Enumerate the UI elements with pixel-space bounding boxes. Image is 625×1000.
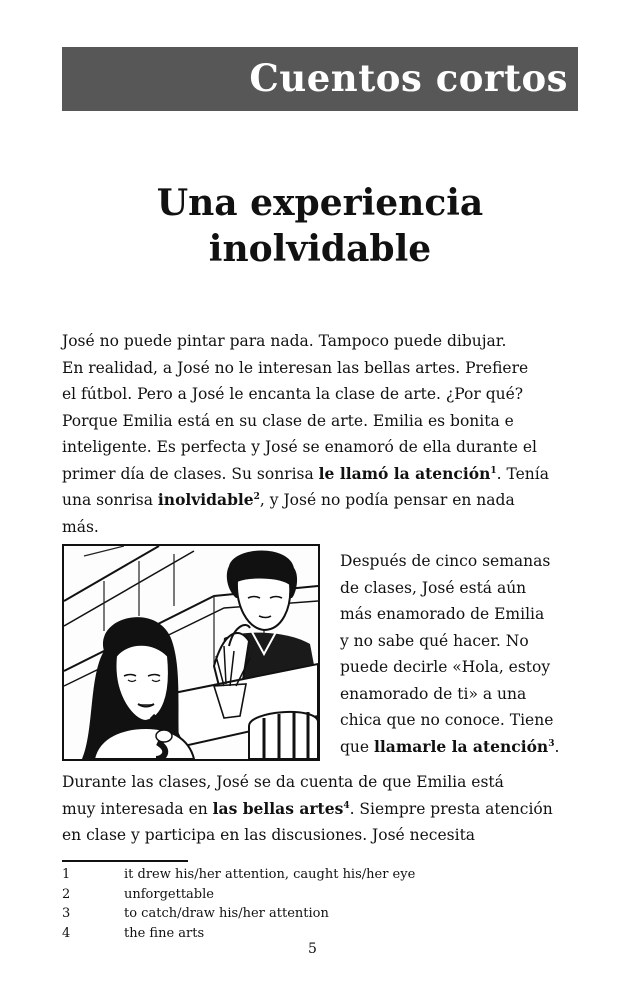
paragraph-line (62, 796, 582, 823)
paragraph-line: más enamorado de Emilia (340, 605, 545, 623)
paragraph-line: de clases, José está aún (340, 578, 527, 597)
footnote-number: 2 (62, 886, 71, 902)
text-run: muy interesada en (62, 799, 213, 818)
footnote-text: the fine arts (124, 925, 205, 941)
footnote-item (62, 865, 562, 885)
text-run: primer día de clases. Su sonrisa (62, 464, 319, 483)
paragraph-line: puede decirle «Hola, estoy (340, 658, 551, 676)
illustration-drawing (64, 546, 318, 759)
vocab-term-1: le llamó la atención (318, 463, 491, 483)
paragraph-line: el fútbol. Pero a José le encanta la clase de arte. ¿Por qué? (62, 385, 524, 403)
footnote-text: unforgettable (124, 886, 214, 902)
chapter-title: Cuentos cortos (249, 56, 568, 100)
footnote-ref-1: 1 (490, 465, 497, 476)
footnote-ref-3: 3 (548, 738, 555, 749)
paragraph-line: y no sabe qué hacer. No (340, 631, 529, 650)
story-title-line-1: Una experiencia (156, 182, 484, 224)
page-number: 5 (308, 941, 317, 957)
footnote-item (62, 904, 562, 924)
paragraph-3 (62, 769, 582, 849)
footnote-divider (62, 860, 188, 862)
paragraph-line: José no puede pintar para nada. Tampoco puede dibujar. (62, 332, 507, 350)
footnote-text: it drew his/her attention, caught his/her eye (124, 867, 416, 882)
footnote-item (62, 885, 562, 905)
paragraph-line: En realidad, a José no le interesan las bellas artes. Prefiere (62, 358, 529, 377)
paragraph-line (340, 734, 590, 761)
story-title-line-2: inolvidable (208, 228, 432, 270)
footnote-number: 4 (62, 925, 71, 941)
paragraph-line: en clase y participa en las discusiones. José necesita (62, 826, 476, 844)
footnote-number: 3 (62, 906, 71, 921)
text-run: una sonrisa (62, 491, 158, 509)
paragraph-line (62, 461, 582, 488)
paragraph-line: chica que no conoce. Tiene (340, 711, 554, 729)
vocab-term-2: inolvidable (157, 490, 254, 509)
footnote-ref-4: 4 (343, 800, 350, 811)
vocab-term-4: las bellas artes (212, 798, 344, 818)
text-run: . (554, 737, 560, 756)
paragraph-line: Durante las clases, José se da cuenta de que Emilia está (62, 773, 504, 791)
paragraph-line: Después de cinco semanas (340, 552, 551, 570)
text-run: . Tenía (496, 464, 549, 483)
footnote-number: 1 (62, 867, 71, 882)
paragraph-line: más. (62, 517, 99, 536)
footnotes-list (62, 865, 562, 943)
footnote-ref-2: 2 (253, 491, 260, 502)
paragraph-1 (62, 328, 582, 540)
vocab-term-3: llamarle la atención (374, 736, 549, 756)
paragraph-line (62, 487, 582, 514)
paragraph-2 (340, 548, 590, 760)
illustration-jose-emilia (62, 544, 320, 761)
paragraph-line: inteligente. Es perfecta y José se enamoró de ella durante el (62, 438, 537, 456)
chapter-header-bar (62, 47, 578, 111)
text-run: . Siempre presta atención (349, 799, 553, 818)
text-run: que (340, 737, 375, 756)
paragraph-line: Porque Emilia está en su clase de arte. Emilia es bonita e (62, 411, 514, 430)
footnote-text: to catch/draw his/her attention (124, 906, 329, 921)
text-run: , y José no podía pensar en nada (259, 491, 515, 509)
story-title (62, 180, 578, 272)
paragraph-line: enamorado de ti» a una (340, 684, 527, 703)
